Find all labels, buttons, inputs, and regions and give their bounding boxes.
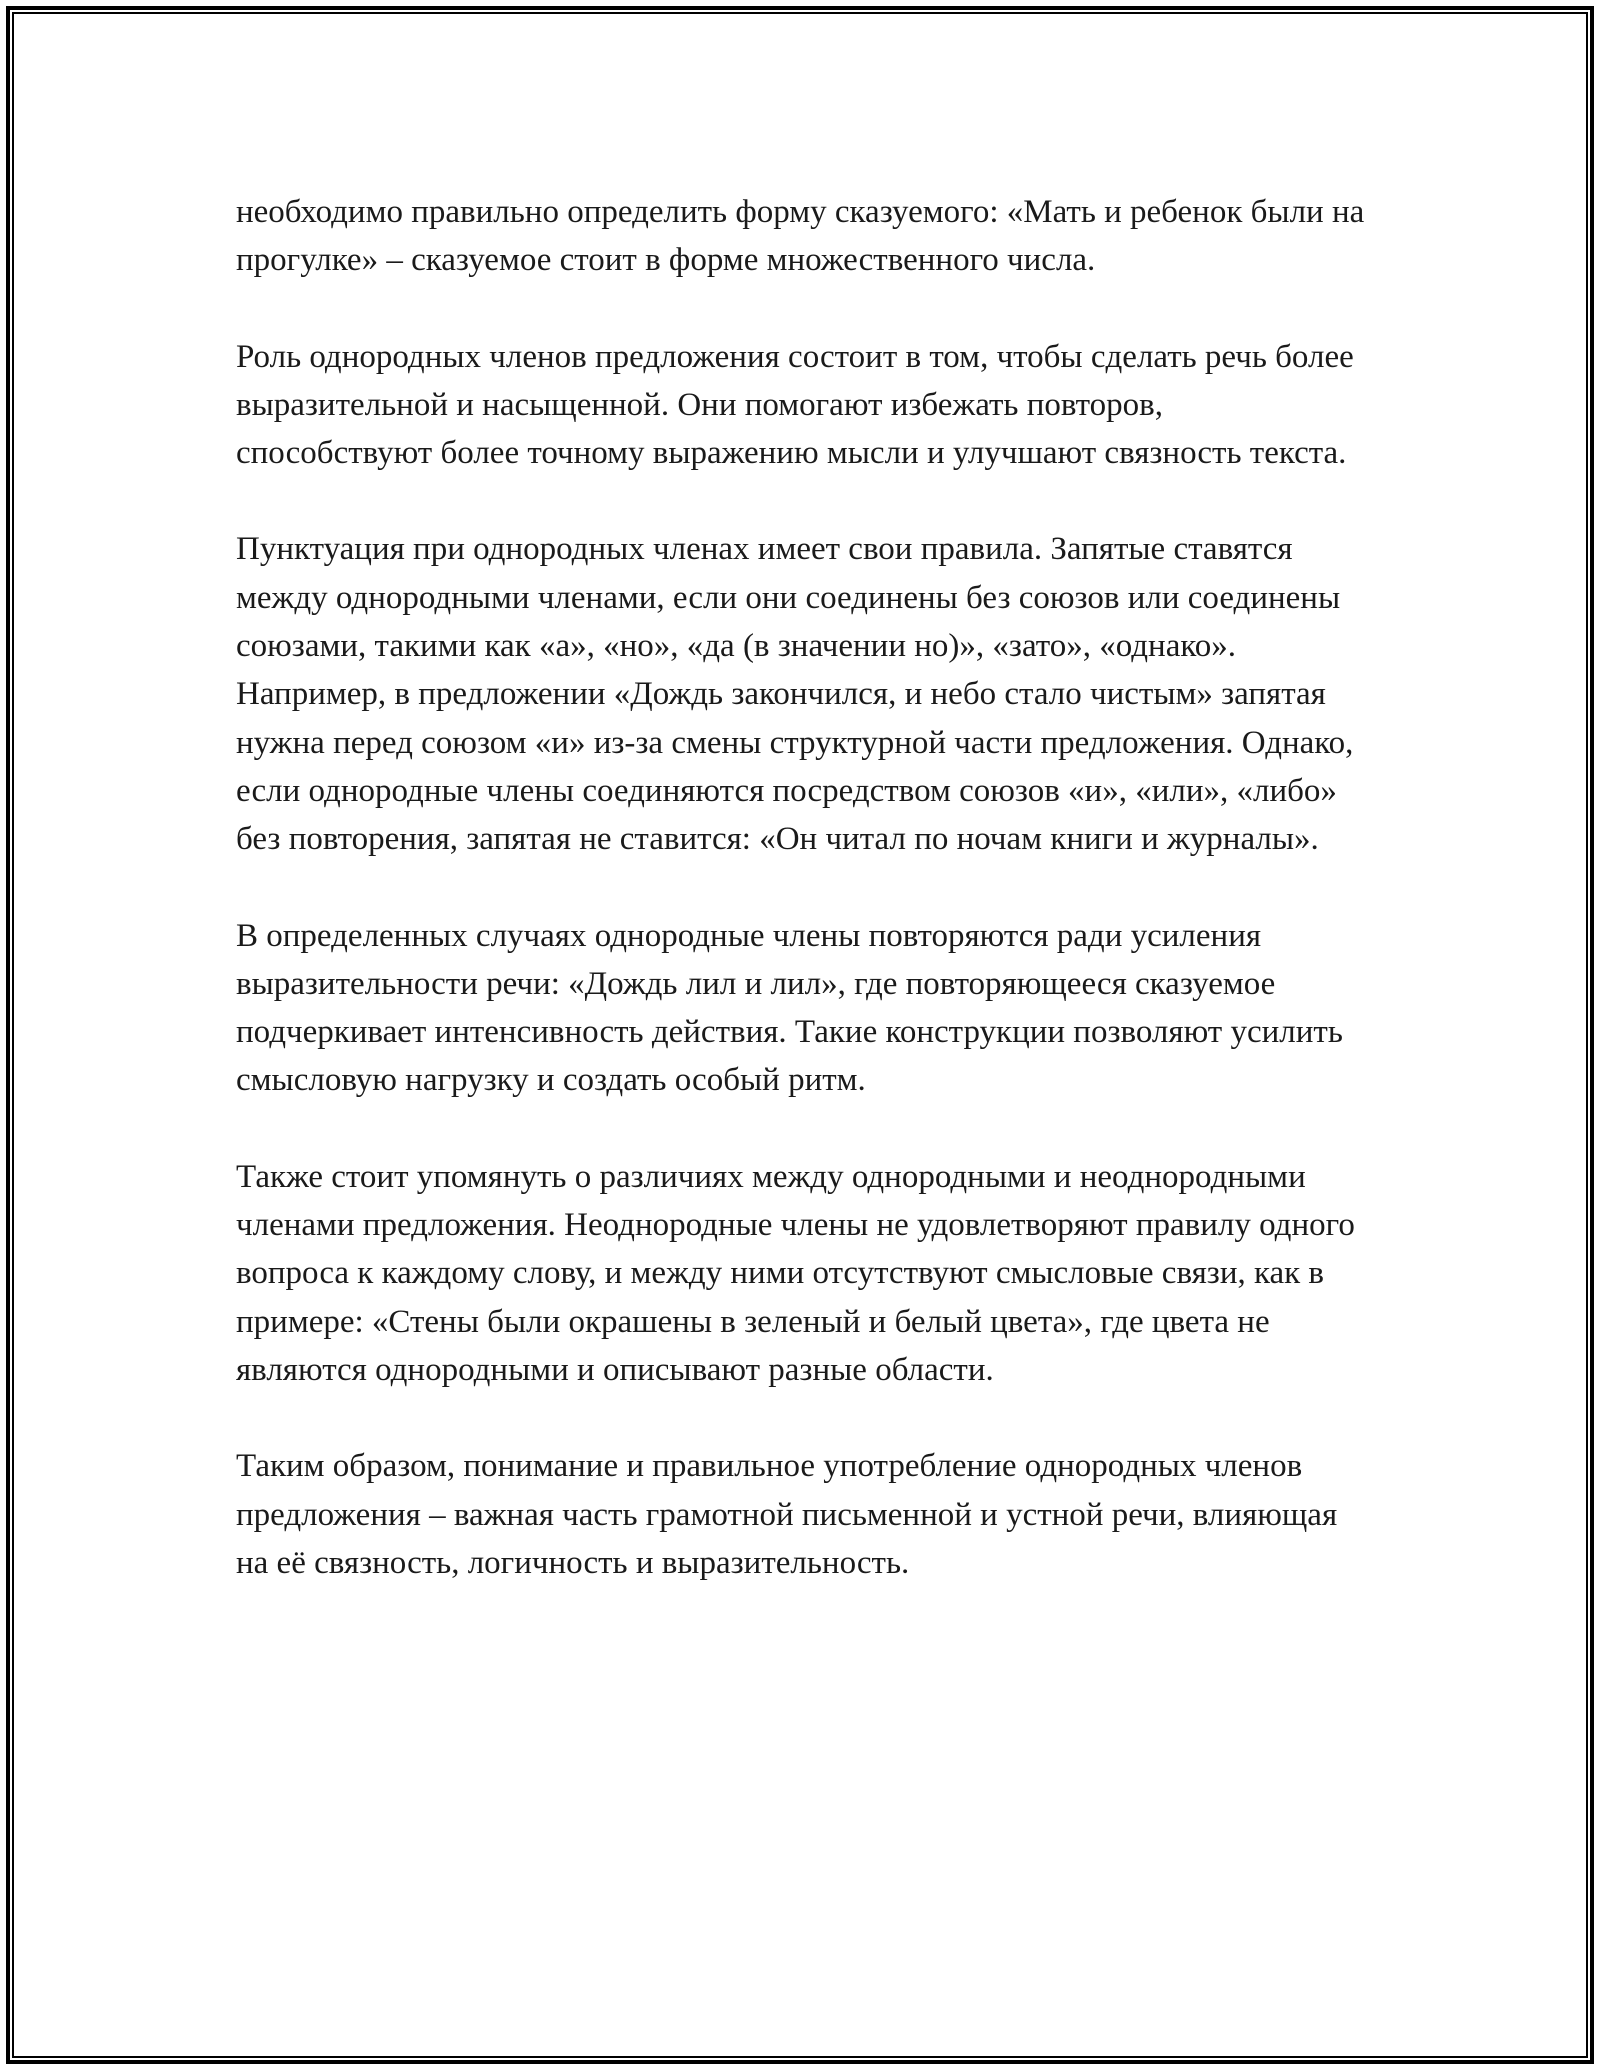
paragraph-4: В определенных случаях однородные члены повторяются ради усиления выразительности речи: «Дождь лил и лил», где повторяющееся сказуемое подчеркивает интенсивность действия. Такие конструкции позволяют усилить смысловую нагрузку и создать особый ритм.: [236, 917, 1343, 1099]
paragraph-3: Пунктуация при однородных членах имеет свои правила. Запятые ставятся между однородными членами, если они соединены без союзов или соединены союзами, такими как «а», «но», «да (в значении но)», «зато», «однако». Например, в предложении «Дождь закончился, и небо стало чистым» запятая нужна перед союзом «и» из-за смены структурной части предложения. Однако, если однородные члены соединяются посредством союзов «и», «или», «либо» без повторения, запятая не ставится: «Он читал по ночам книги и журналы».: [236, 531, 1354, 858]
document-body: [236, 188, 1366, 1587]
paragraph-1: необходимо правильно определить форму сказуемого: «Мать и ребенок были на прогулке» – сказуемое стоит в форме множественного числа.: [236, 194, 1365, 279]
paragraph-5: Также стоит упомянуть о различиях между однородными и неоднородными членами предложения. Неоднородные члены не удовлетворяют правилу одного вопроса к каждому слову, и между ними отсутствуют смысловые связи, как в примере: «Стены были окрашены в зеленый и белый цвета», где цвета не являются однородными и описывают разные области.: [236, 1158, 1355, 1388]
paragraph-6: Таким образом, понимание и правильное употребление однородных членов предложения – важная часть грамотной письменной и устной речи, влияющая на её связность, логичность и выразительность.: [236, 1448, 1338, 1581]
paragraph-2: Роль однородных членов предложения состоит в том, чтобы сделать речь более выразительной и насыщенной. Они помогают избежать повторов, способствуют более точному выражению мысли и улучшают связность текста.: [236, 338, 1354, 472]
